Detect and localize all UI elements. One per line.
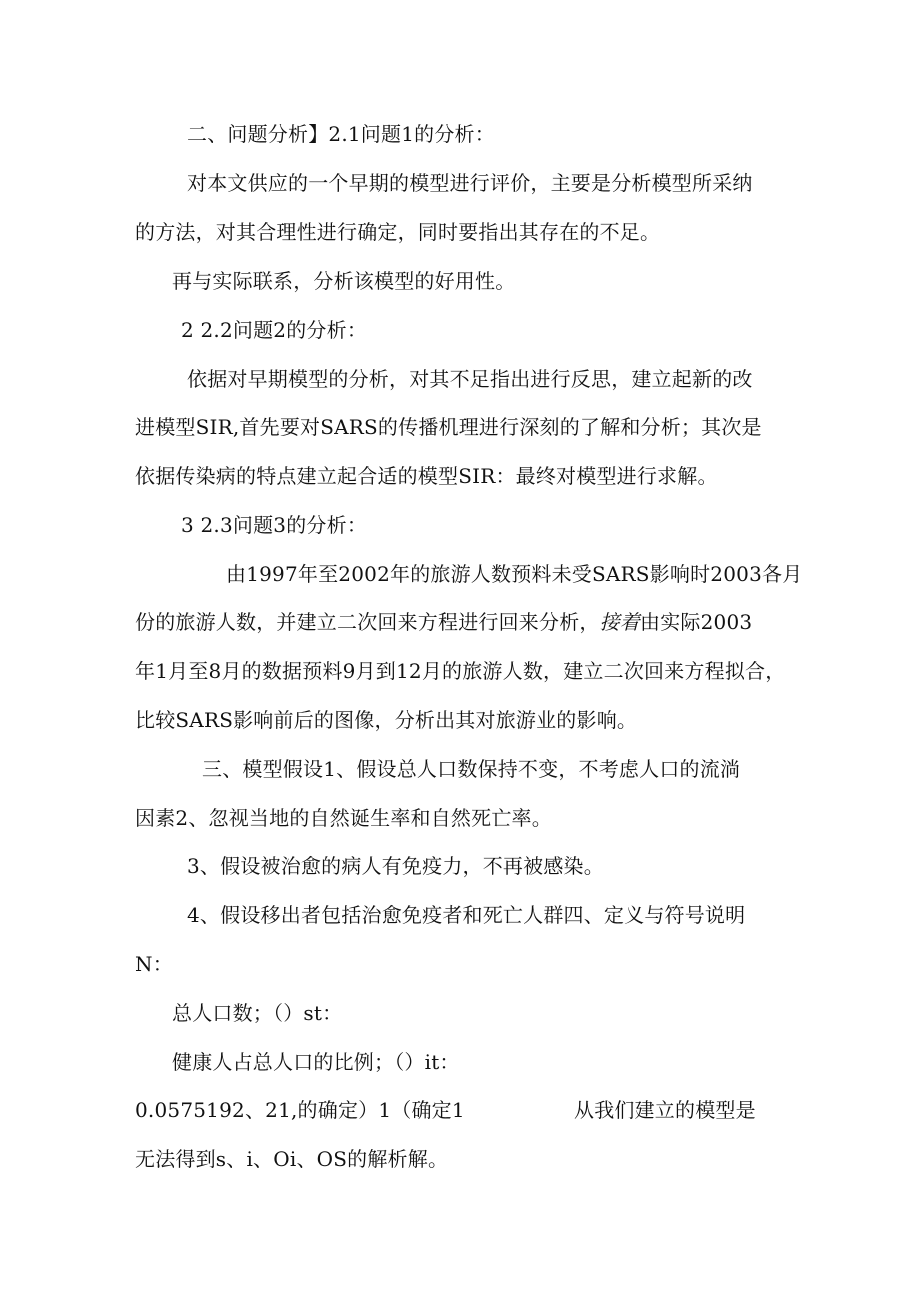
symbol-definition: 总人口数；（）st： — [172, 1001, 343, 1025]
symbol-definition: N： — [135, 952, 173, 976]
subsection-heading: 3 2.3问题3的分析： — [181, 513, 368, 537]
paragraph-line: 由1997年至2002年的旅游人数预料未受SARS影响时2003各月 — [226, 562, 803, 586]
paragraph-line: 无法得到s、i、Oi、OS的解析解。 — [135, 1147, 449, 1171]
paragraph-line: 依据对早期模型的分析，对其不足指出进行反思，建立起新的改 — [187, 367, 753, 391]
paragraph-text-italic: 接着 — [599, 610, 641, 634]
section-heading-model-assumptions: 三、模型假设1、假设总人口数保持不变，不考虑人口的流淌 — [202, 757, 741, 781]
paragraph-line: 从我们建立的模型是 — [574, 1098, 756, 1122]
paragraph-line: 因素2、忽视当地的自然诞生率和自然死亡率。 — [135, 806, 552, 830]
paragraph-line: 进模型SIR,首先要对SARS的传播机理进行深刻的了解和分析；其次是 — [135, 415, 762, 439]
paragraph-line: 依据传染病的特点建立起合适的模型SIR：最终对模型进行求解。 — [135, 464, 718, 488]
symbol-definition: 健康人占总人口的比例；（）it： — [172, 1050, 460, 1074]
paragraph-line: 3、假设被治愈的病人有免疫力，不再被感染。 — [187, 854, 604, 878]
paragraph-line: 0.0575192、21,的确定）1（确定1 — [135, 1098, 465, 1122]
paragraph-line: 的方法，对其合理性进行确定，同时要指出其存在的不足。 — [135, 220, 661, 244]
paragraph-text: 份的旅游人数，并建立二次回来方程进行回来分析， — [135, 610, 600, 634]
subsection-heading: 2 2.2问题2的分析： — [181, 318, 368, 342]
section-heading-problem-analysis: 二、问题分析】2.1问题1的分析： — [187, 122, 495, 146]
paragraph-line: 年1月至8月的数据预料9月到12月的旅游人数，建立二次回来方程拟合， — [135, 659, 786, 683]
paragraph-line: 比较SARS影响前后的图像，分析出其对旅游业的影响。 — [135, 708, 638, 732]
paragraph-line: 再与实际联系，分析该模型的好用性。 — [172, 269, 516, 293]
paragraph-text: 由实际2003 — [640, 610, 753, 634]
paragraph-line — [135, 609, 752, 635]
paragraph-line: 4、假设移出者包括治愈免疫者和死亡人群四、定义与符号说明 — [187, 903, 746, 927]
paragraph-line: 对本文供应的一个早期的模型进行评价，主要是分析模型所采纳 — [187, 171, 753, 195]
